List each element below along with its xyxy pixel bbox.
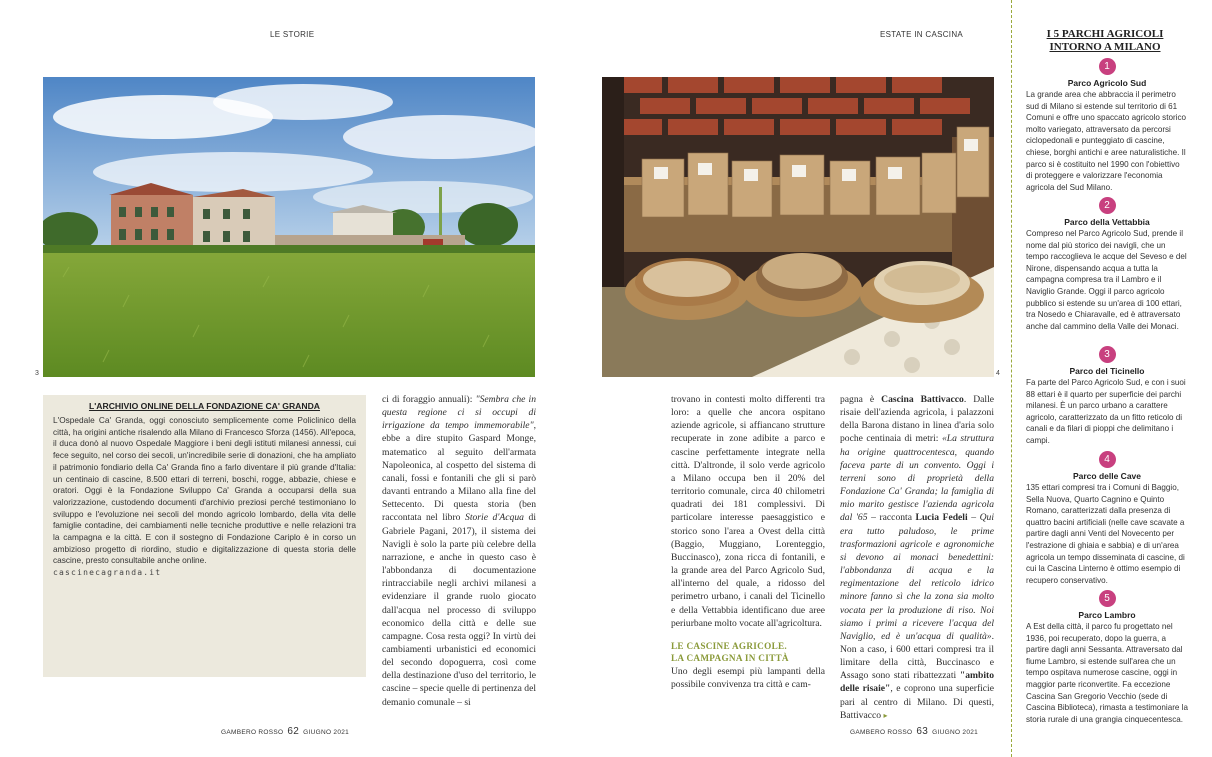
text-run: – racconta xyxy=(867,512,916,524)
park-number-badge: 3 xyxy=(1099,346,1116,363)
page-number: 63 xyxy=(916,726,929,737)
park-number-badge: 2 xyxy=(1099,197,1116,214)
archive-link[interactable]: cascinecagranda.it xyxy=(53,568,162,578)
text-run: – xyxy=(967,512,980,524)
sidebar-title-line: I 5 PARCHI AGRICOLI xyxy=(1046,28,1164,40)
text-run: , ebbe a dire stupito Gaspard Monge, matematico al seguito dell'armata Napoleonica, al cospetto del sistema di canali, fossi e fontanili che gli si parò davanti entrando a Milano alla fine del Settecento. Di questa storia (ben raccontata nel libro xyxy=(382,420,536,524)
sidebar-title xyxy=(1030,28,1180,53)
footer-magazine: GAMBERO ROSSO xyxy=(850,729,913,736)
subhead-line: LE CASCINE AGRICOLE. xyxy=(671,640,788,651)
footer-left xyxy=(221,726,349,737)
park-name: Parco del Ticinello xyxy=(1069,366,1145,376)
footer-date: GIUGNO 2021 xyxy=(303,729,350,736)
park-name: Parco delle Cave xyxy=(1072,471,1142,481)
bread-photo xyxy=(602,77,994,377)
fedeli-quote: Qui era tutto paludoso, le prime trasformazioni agricole e agronomiche si devono ai monaci benedettini: l'abbondanza di acqua e la regimentazione del reticolo idrico minore fanno sì che la zona sia molto vocata per la produzione di riso. Noi siamo i primi a ricevere l'acqua del Naviglio, ed è un'acqua di qualità» xyxy=(840,512,994,642)
park-entry xyxy=(1026,590,1188,725)
sidebar-divider xyxy=(1011,0,1012,757)
paragraph: trovano in contesti molto differenti tra loro: a quelle che ancora ospitano aziende agricole, si affiancano strutture recuperate in zone adibite a parco e cascine perfettamente integrate nella città. D'altronde, il solo verde agricolo a Milano occupa ben il 20% del territorio comunale, circa 40 chilometri quadrati dei 181 complessivi. Di particolare interesse paesaggistico e storico sono l'area a Ovest della città (Baggio, Muggiano, Lorenteggio, Buccinasco), zona ricca di fontanili, e la grande area del Parco Agricolo Sud, all'interno del quale, a ridosso del perimetro urbano, i canali del Ticinello e della Vettabbia identificano due aree periurbane molto vocate all'agricoltura. xyxy=(671,394,825,629)
paragraph: Uno degli esempi più lampanti della possibile convivenza tra città e cam- xyxy=(671,665,825,690)
sidebar-title-line: INTORNO A MILANO xyxy=(1049,40,1161,53)
subhead-cascine-agricole xyxy=(671,640,825,665)
left-page-column xyxy=(382,393,536,709)
park-number-badge: 5 xyxy=(1099,590,1116,607)
park-name: Parco Agricolo Sud xyxy=(1067,78,1147,88)
section-label-le-storie: LE STORIE xyxy=(270,30,315,39)
park-description: La grande area che abbraccia il perimetro sud di Milano si estende sul territorio di 61 Comuni e offre uno spaccato agricolo storico molto variegato, attraversato da percorsi ciclopedonali e punteggiato di cascine, chiese, borghi antichi e aree naturalistiche. Il parco si è costituito nel 1990 con l'obiettivo di proteggere e valorizzare l'economia agricola del Sud Milano. xyxy=(1026,90,1187,192)
archive-body: L'Ospedale Ca' Granda, oggi conosciuto semplicemente come Policlinico della città, ha origini antiche risalendo alla Milano di Francesco Sforza (1456). All'epoca, il duca donò al nuovo Ospedale Maggiore i beni degli istituti milanesi annessi, cui fece seguito, nel corso dei secoli, un'incredibile serie di donazioni, che ha ampliato il patrimonio fondiario della Ca' Granda fino a farlo diventare il più grande d'Italia: un centinaio di cascine, 8.500 ettari di terreni, boschi, rogge, abbazie, chiese e oratori. Oggi è la Fondazione Sviluppo Ca' Granda a occuparsi della sua valorizzazione, custodendo documenti d'archivio preziosi perché testimoniano lo sviluppo e l'evoluzione nei secoli del mondo agricolo lombardo, della vita delle famiglie contadine, dei cambiamenti nelle tecniche produttive e nelle relazioni tra la campagna e la città. E con il sostegno di Fondazione Cariplo è in corso un ambizioso progetto di riordino, studio e digitalizzazione di questa storia delle cascine, presto consultabile anche online. xyxy=(53,415,356,566)
park-description: Compreso nel Parco Agricolo Sud, prende il nome dal più storico dei navigli, che un tempo raccoglieva le acque del Seveso e del Nirone, dispensando acqua a tutta la campagna compresa tra il Lambro e il Naviglio Grande. Oggi il parco agricolo pubblico si estende su un'area di 100 ettari, tra Nosedo e Chiaravalle, ed è attraversato anche dal cammino della Valle dei Monaci. xyxy=(1026,229,1187,331)
subhead-line: LA CAMPAGNA IN CITTÀ xyxy=(671,653,789,664)
park-number-badge: 1 xyxy=(1099,58,1116,75)
park-description: 135 ettari compresi tra i Comuni di Baggio, Sella Nuova, Quarto Cagnino e Quinto Romano, caratterizzati dalla presenza di quattro bacini artificiali (nelle cave scavate a partire dagli anni Venti del Novecento per l'estrazione di ghiaia e sabbia) e di un'area agricola un tempo disseminata di cascine, di cui la Cascina Linterno è ottimo esempio di recupero conservativo. xyxy=(1026,483,1185,585)
text-run: ci di foraggio annuali): xyxy=(382,394,476,405)
park-entry xyxy=(1026,197,1188,332)
archive-title: L'ARCHIVIO ONLINE DELLA FONDAZIONE CA' GRANDA xyxy=(88,401,321,411)
park-entry xyxy=(1026,451,1188,586)
text-run: pagna è xyxy=(840,394,882,405)
archive-sidebar-box xyxy=(43,395,366,677)
section-label-estate-in-cascina: ESTATE IN CASCINA xyxy=(880,30,964,39)
photo-number-3: 3 xyxy=(35,370,39,377)
footer-date: GIUGNO 2021 xyxy=(932,729,979,736)
ambito-delle-risaie: "ambito delle risaie" xyxy=(840,670,994,695)
photo-number-4: 4 xyxy=(996,370,1000,377)
continue-arrow-icon: ▸ xyxy=(883,710,888,720)
park-description: A Est della città, il parco fu progettato nel 1936, poi recuperato, dopo la guerra, a partire dagli anni Sessanta. Attraversato dal fiume Lambro, si estende sull'area che un tempo ospitava numerose cascine, oggi in maggior parte riconvertite. Fa eccezione Cascina San Gregorio Vecchio (sede di Cascina Biblioteca), rimasta a testimoniare la storia rurale di una grangia cinquecentesca. xyxy=(1026,622,1188,724)
park-name: Parco Lambro xyxy=(1078,610,1136,620)
text-run: di Gabriele Pagani, 2017), il sistema dei Navigli è solo la parte più celebre della narrazione, e anche in questo caso è l'abbondanza di documentazione rintracciabile negli archivi milanesi a evidenziare il grande ruolo giocato dall'acqua nel processo di sviluppo economico della città e delle sue campagne. Cosa resta oggi? In virtù dei cambiamenti urbanistici ed economici del secondo dopoguerra, così come della destinazione d'uso del territorio, le cascine – specie quelle di pertinenza del demanio comunale – si xyxy=(382,512,536,708)
right-page-column-1 xyxy=(671,393,825,691)
monge-quote: "Sembra che in questa regione ci si occupi di irrigazione da tempo immemorabile" xyxy=(382,394,536,432)
page-number: 62 xyxy=(287,726,300,737)
park-number-badge: 4 xyxy=(1099,451,1116,468)
fedeli-quote: «La struttura ha origine quattrocentesca, quando faceva parte di un convento. Oggi i terreni sono di proprietà della Fondazione Ca' Granda; la famiglia di mio marito gestisce l'azienda agricola dal '65 xyxy=(840,433,994,524)
footer-right xyxy=(850,726,978,737)
farmhouse-photo xyxy=(43,77,535,377)
person-name: Lucia Fedeli xyxy=(915,512,968,524)
park-name: Parco della Vettabbia xyxy=(1064,217,1150,227)
right-page-column-2 xyxy=(840,393,994,722)
text-run: , e coprono una superficie pari al centro di Milano. Di questi, Battivacco xyxy=(840,683,994,721)
book-title: Storie d'Acqua xyxy=(465,512,524,524)
park-description: Fa parte del Parco Agricolo Sud, e con i suoi 88 ettari è il quarto per superficie dei parchi milanesi. È un parco urbano a carattere agricolo, caratterizzato da un fitto reticolo di canali e da filari di pioppi che delimitano i campi. xyxy=(1026,378,1186,445)
text-run: . Non a caso, i 600 ettari compresi tra il limitare della città, Buccinasco e Assago sono stati ribattezzati xyxy=(840,630,994,682)
park-entry xyxy=(1026,346,1188,447)
park-entry xyxy=(1026,58,1188,193)
cascina-name: Cascina Battivacco xyxy=(881,394,964,405)
text-run: . Dalle risaie dell'azienda agricola, i palazzoni della Barona distano in linea d'aria solo poche centinaia di metri: xyxy=(840,394,994,445)
footer-magazine: GAMBERO ROSSO xyxy=(221,729,284,736)
